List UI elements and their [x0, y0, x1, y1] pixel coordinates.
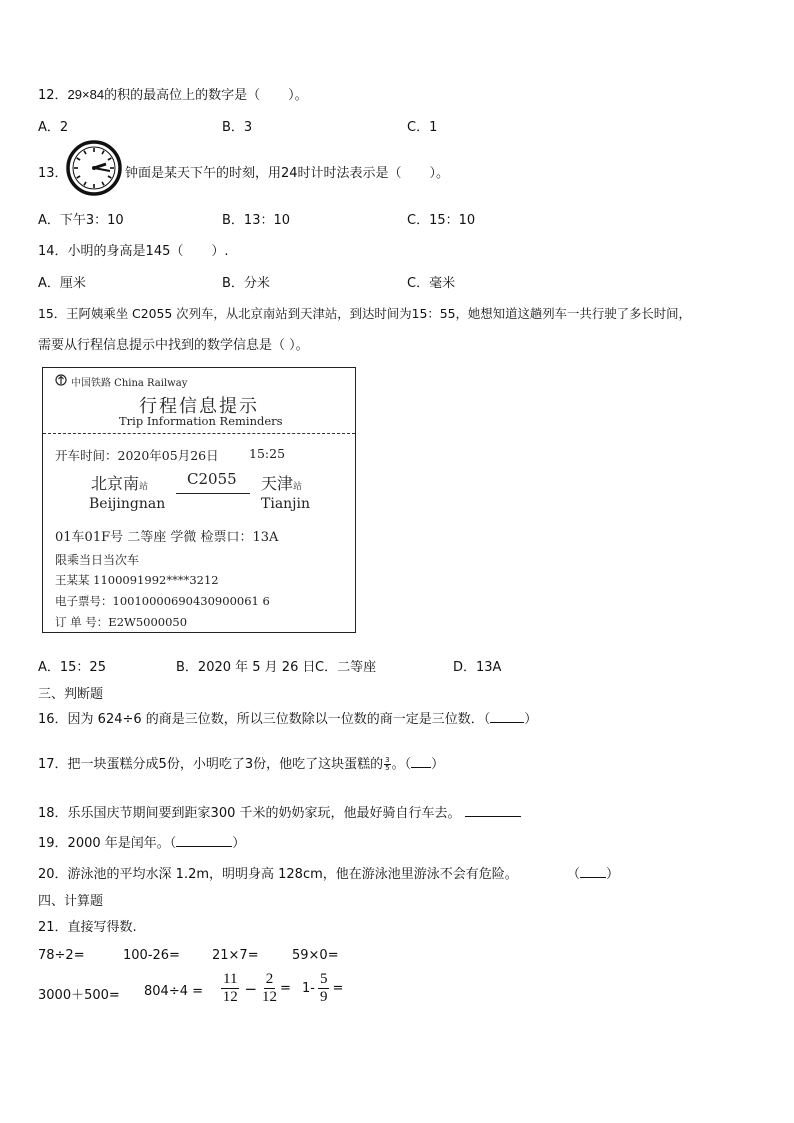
ticket-eticket: 电子票号：10010000690430900061 6 [55, 594, 270, 608]
question-14 [38, 240, 229, 259]
q21-item-7 [218, 971, 291, 1006]
q12-text: 的积的最高位上的数字是（ [104, 88, 261, 103]
q13-option-c[interactable]: C．15：10 [407, 213, 476, 228]
q21-eq2: = [332, 981, 344, 996]
q21-f2-num: 2 [265, 971, 274, 987]
q18-answer-blank[interactable] [465, 804, 521, 817]
china-railway-logo-icon [55, 374, 67, 386]
q12-option-c[interactable]: C．1 [407, 120, 438, 135]
q21-item-2: 100-26= [123, 948, 180, 963]
q12-close: ）。 [288, 88, 308, 103]
ticket-notice: 限乘当日当次车 [55, 553, 140, 567]
question-18 [38, 802, 521, 821]
ticket-order: 订 单 号：E2W5000050 [55, 615, 188, 629]
ticket-train-number: C2055 [187, 470, 237, 488]
q21-f1-den: 12 [222, 989, 238, 1005]
q20-open: （ [567, 867, 581, 882]
q20-text: 20．游泳池的平均水深 1.2m，明明身高 128cm，他在游泳池里游泳不会有危险。 [38, 867, 518, 882]
ticket-to-station [261, 471, 302, 494]
q14-option-b[interactable]: B．分米 [222, 276, 270, 291]
q15-line2: 需要从行程信息提示中找到的数学信息是（ ）。 [38, 338, 309, 353]
q18-text: 18．乐乐国庆节期间要到距家300 千米的奶奶家玩，他最好骑自行车去。 [38, 806, 461, 821]
q12-number: 12． [38, 88, 68, 103]
q16-text: 16．因为 624÷6 的商是三位数，所以三位数除以一位数的商一定是三位数．（ [38, 712, 491, 727]
q13-number: 13． [38, 166, 68, 181]
q21-frac-1 [221, 971, 239, 1006]
q15-option-a[interactable]: A．15：25 [38, 660, 106, 675]
section-heading-calculation: 四、计算题 [38, 894, 104, 909]
question-12 [38, 84, 308, 103]
q15-option-d[interactable]: D．13A [453, 660, 502, 675]
q14-text: 14．小明的身高是145（ [38, 244, 184, 259]
q17-text-after: 。（ [391, 757, 412, 772]
q17-frac-den: 5 [385, 764, 390, 772]
q21-item-5: 3000＋500= [38, 988, 120, 1003]
ticket-from-suffix: 站 [139, 482, 149, 492]
q19-text: 19．2000 年是闰年。（ [38, 836, 177, 851]
question-19 [38, 832, 245, 851]
q17-answer-blank[interactable] [411, 755, 431, 768]
q21-f3-num: 5 [319, 971, 328, 987]
ticket-from-station [91, 471, 148, 494]
q17-frac-num: 3 [385, 756, 390, 764]
q19-close: ） [232, 836, 246, 851]
q17-fraction [384, 757, 390, 772]
ticket-to-en: Tianjin [261, 496, 311, 512]
question-13 [125, 162, 449, 181]
ticket-depart-date: 开车时间：2020年05月26日 [55, 448, 219, 463]
q12-expression: 29×84 [67, 87, 105, 102]
q21-item-4: 59×0= [292, 948, 339, 963]
ticket-passenger: 王某某 1100091992****3212 [55, 573, 219, 587]
ticket-from-cn: 北京南 [91, 474, 140, 493]
q13-option-a[interactable]: A．下午3：10 [38, 213, 124, 228]
ticket-train-line [176, 493, 250, 494]
section-heading-judgement: 三、判断题 [38, 687, 104, 702]
q21-item-3: 21×7= [212, 948, 259, 963]
q21-f1-num: 11 [223, 971, 238, 987]
ticket-title-en: Trip Information Reminders [119, 414, 283, 428]
trip-info-ticket [42, 367, 356, 633]
q12-option-a[interactable]: A．2 [38, 120, 69, 135]
q14-close: ）. [211, 244, 229, 259]
q21-minus: − [244, 979, 258, 998]
q16-close: ） [524, 712, 538, 727]
ticket-brand: 中国铁路 China Railway [71, 378, 188, 389]
q21-one-minus: 1- [302, 981, 315, 996]
q14-option-a[interactable]: A．厘米 [38, 276, 86, 291]
ticket-title-cn: 行程信息提示 [139, 396, 259, 417]
ticket-to-suffix: 站 [293, 482, 303, 492]
q21-frac-3 [318, 971, 330, 1006]
q17-close: ） [431, 757, 445, 772]
q15-line1: 15．王阿姨乘坐 C2055 次列车，从北京南站到天津站，到达时间为15：55，她想知道这趟列车一共行驶了多长时间， [38, 306, 691, 321]
q14-option-c[interactable]: C．毫米 [407, 276, 456, 291]
q21-eq: = [280, 981, 291, 996]
question-17 [38, 753, 444, 772]
ticket-seat-line: 01车01F号 二等座 学微 检票口：13A [55, 530, 279, 545]
q21-item-1: 78÷2= [38, 948, 85, 963]
q15-option-b[interactable]: B．2020 年 5 月 26 日 [176, 660, 316, 675]
q17-text: 17．把一块蛋糕分成5份，小明吃了3份，他吃了这块蛋糕的 [38, 757, 384, 772]
q21-item-8 [302, 971, 343, 1006]
q19-answer-blank[interactable] [176, 834, 232, 847]
ticket-depart-time: 15:25 [249, 446, 286, 461]
ticket-from-en: Beijingnan [89, 496, 166, 512]
ticket-divider [43, 433, 355, 434]
q21-item-6: 804÷4 = [144, 984, 204, 999]
question-20 [38, 863, 518, 882]
question-16 [38, 708, 537, 727]
q20-answer-blank[interactable] [580, 865, 606, 878]
q20-close: ） [606, 867, 620, 882]
q16-answer-blank[interactable] [490, 710, 524, 723]
q15-option-c[interactable]: C．二等座 [315, 660, 377, 675]
q21-frac-2 [262, 971, 277, 1006]
q13-text: 钟面是某天下午的时刻，用24时计时法表示是（ [125, 166, 402, 181]
q21-title: 21．直接写得数. [38, 920, 137, 935]
q20-paren [567, 863, 619, 882]
q21-f3-den: 9 [319, 989, 328, 1005]
q12-option-b[interactable]: B．3 [222, 120, 253, 135]
q21-f2-den: 12 [262, 989, 278, 1005]
ticket-to-cn: 天津 [261, 474, 294, 493]
q13-close: ）。 [429, 166, 450, 181]
q13-option-b[interactable]: B．13：10 [222, 213, 291, 228]
clock-icon [66, 140, 122, 196]
